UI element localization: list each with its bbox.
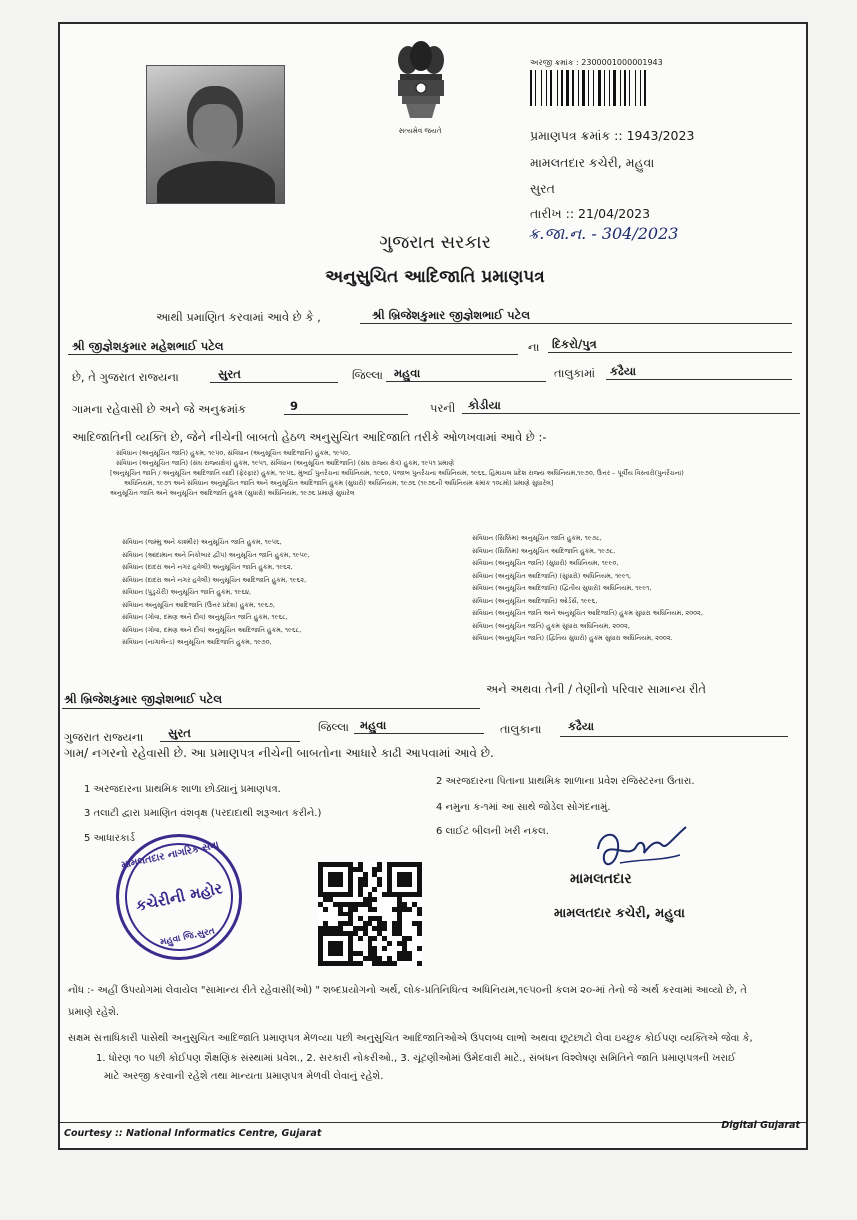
- signatory-office: મામલતદાર કચેરી, મહુવા: [554, 906, 685, 921]
- residency-district: સુરત: [168, 726, 191, 740]
- issue-date: તારીખ :: 21/04/2023: [530, 206, 651, 221]
- qr-code: [318, 862, 422, 966]
- signatory-title: મામલતદાર: [570, 871, 632, 887]
- application-number: અરજી ક્રમાંક : 2300001000001943: [530, 58, 663, 67]
- legal-orders: સંવિધાન (અનુસૂચિત જાતિ) હુકમ, ૧૯૫૦, સંવિધાન (અનુસૂચિત આદિજાતિ) હુકમ, ૧૯૫૦, સંવિધાન (અનુસૂચિત જાતિ) (સંઘ રાજ્યક્ષેત્ર) હુકમ, ૧૯૫૧, સંવિધાન (અનુસૂચિત આદિજાતિ) (સંઘ રાજ્ય ક્ષેત્ર) હુકમ, ૧૯૫૧ પ્રમાણે [અનુસૂચિત જાતિ / અનુસૂચિત આદિજાતિ યાદી (ફેરફાર) હુકમ, ૧૯૫૬, મુંબઈ પુનર્રચના અધિનિયમ, ૧૯૬૦, પંજાબ પુનર્રચના અધિનિયમ, ૧૯૬૬, હિમાચલ પ્રદેશ રાજ્ય અધિનિયમ,૧૯૭૦, ઉત્તર – પૂર્વીય વિસ્તારો(પુનર્રચના) અધિનિયમ, ૧૯૭૧ અને સંવિધાન અનુસૂચિત જાતિ અને અનુસૂચિત આદિજાતિ હુકમ (સુધારો) અધિનિયમ, ૧૯૭૬ (૧૯૭૬ની અધિનિયમ ક્રમાંક ૧૦૮મો) પ્રમાણે સુધારેલ] અનુસૂચિત જાતિ અને અનુસૂચિત આદિજાતિ હુકમ (સુધારો) અધિનિયમ, ૧૯૭૬ પ્રમાણે સુધારેલ: [110, 449, 684, 497]
- basis-text: ગામ/ નગરનો રહેવાસી છે. આ પ્રમાણપત્ર નીચેની બાબતોના આધારે કાઢી આપવામાં આવે છે.: [64, 746, 494, 760]
- document-item: 5 આધારકાર્ડ: [84, 833, 135, 844]
- government-title: ગુજરાત સરકાર: [379, 232, 491, 253]
- residency-taluka-value: કઢૈયા: [568, 719, 595, 733]
- applicant-name: શ્રી બ્રિજેશકુમાર જીજ્ઞેશભાઈ પટેલ: [372, 308, 531, 322]
- notes: નોંધ :- અહીં ઉપયોગમાં લેવાયેલ "સામાન્ય રીતે રહેવાસી(ઓ) " શબ્દપ્રયોગનો અર્થ, લોક-પ્રતિનિધિત્વ અધિનિયમ,૧૯૫૦ની કલમ ૨૦-માં તેનો જે અર્થ કરવામાં આવ્યો છે, તે પ્રમાણે રહેશે. સક્ષમ સત્તાધિકારી પાસેથી અનુસુચિત આદિજાતિ પ્રમાણપત્ર મેળવ્યા પછી અનુસુચિત આદિજાતિઓએ ઉપલબ્ધ લાભો અથવા છૂટછાટો લેવા ઇચ્છુક કોઈપણ વ્યક્તિએ જેવા કે, 1. ધોરણ ૧૦ પછી કોઈપણ શૈક્ષણિક સંસ્થામાં પ્રવેશ., 2. સરકારી નોકરીઓ., 3. ચૂંટણીઓમાં ઉમેદવારી માટે., સંબંધન વિશ્લેષણ સમિતિને જાતિ પ્રમાણપત્રની ખરાઈ માટે અરજી કરવાની રહેશે તથા માન્યતા પ્રમાણપત્ર મેળવી લેવાનું રહેશે.: [68, 985, 753, 1082]
- certify-text: આથી પ્રમાણિત કરવામાં આવે છે કે ,: [156, 310, 321, 324]
- applicant-photo: [146, 65, 285, 204]
- residency-district-value: મહુવા: [360, 718, 387, 732]
- document-item: 4 નમુના ક-૧માં આ સાથે જોડેલ સોગંદનામું.: [436, 802, 611, 813]
- footer-brand: Digital Gujarat: [721, 1120, 800, 1131]
- state-district: સુરત: [218, 367, 241, 381]
- residency-name: શ્રી બ્રિજેશકુમાર જીજ્ઞેશભાઈ પટેલ: [64, 692, 223, 706]
- document-item: 1 અરજદારના પ્રાથમિક શાળા છોડ્યાનું પ્રમાણપત્ર.: [84, 784, 281, 795]
- document-item: 2 અરજદારના પિતાના પ્રાથમિક શાળાના પ્રવેશ રજિસ્ટરના ઉતારા.: [436, 776, 695, 787]
- issuing-district: સુરત: [530, 181, 555, 196]
- tribe-name: કોડીયા: [468, 398, 501, 412]
- issuing-office: મામલતદાર કચેરી, મહુવા: [530, 155, 655, 170]
- certificate-page: સત્યમેવ જયતે અરજી ક્રમાંક : 2300001000001943 પ્રમાણપત્ર ક્રમાંક :: 1943/2023 મામલતદાર કચેરી, મહુવા સુરત તારીખ :: 21/04/2023 ક્ર.જા.ન. - 304/2023 ગુજરાત સરકાર અનુસુચિત આદિજાતિ પ્રમાણપત્ર આથી પ્રમાણિત કરવામાં આવે છે કે , શ્રી બ્રિજેશકુમાર જીજ્ઞેશભાઈ પટેલ શ્રી જીજ્ઞેશકુમાર મહેશભાઈ પટેલ ના દિકરો/પુત્ર છે, તે ગુજરાત રાજ્યના સુરત જિલ્લા મહુવા તાલુકામાં કઢૈયા ગામના રહેવાસી છે અને જે અનુક્રમાંક 9 પરની કોડીયા આદિજાતિની વ્યક્તિ છે, જેને નીચેની બાબતો હેઠળ અનુસુચિત આદિજાતિ તરીકે ઓળખવામાં આવે છે :- સંવિધાન (અનુસૂચિત જાતિ) હુકમ, ૧૯૫૦, સંવિધાન (અનુસૂચિત આદિજાતિ) હુકમ, ૧૯૫૦, સંવિધાન (અનુસૂચિત જાતિ) (સંઘ રાજ્યક્ષેત્ર) હુકમ, ૧૯૫૧, સંવિધાન (અનુસૂચિત આદિજાતિ) (સંઘ રાજ્ય ક્ષેત્ર) હુકમ, ૧૯૫૧ પ્રમાણે [અનુસૂચિત જાતિ / અનુસૂચિત આદિજાતિ યાદી (ફેરફાર) હુકમ, ૧૯૫૬, મુંબઈ પુનર્રચના અધિનિયમ, ૧૯૬૦, પંજાબ પુનર્રચના અધિનિયમ, ૧૯૬૬, હિમાચલ પ્રદેશ રાજ્ય અધિનિયમ,૧૯૭૦, ઉત્તર – પૂર્વીય વિસ્તારો(પુનર્રચના) અધિનિયમ, ૧૯૭૧ અને સંવિધાન અનુસૂચિત જાતિ અને અનુસૂચિત આદિજાતિ હુકમ (સુધારો) અધિનિયમ, ૧૯૭૬ (૧૯૭૬ની અધિનિયમ ક્રમાંક ૧૦૮મો) પ્રમાણે સુધારેલ] અનુસૂચિત જાતિ અને અનુસૂચિત આદિજાતિ હુકમ (સુધારો) અધિનિયમ, ૧૯૭૬ પ્રમાણે સુધારેલ સંવિધાન (જમ્મુ અને કાશ્મીર) અનુસૂચિત જાતિ હુકમ, ૧૯૫૬, સંવિધાન (આંદામાન અને નિકોબાર દ્વીપ) અનુસૂચિત જાતિ હુકમ, ૧૯૫૯, સંવિધાન (દાદરા અને નગર હવેલી) અનુસૂચિત જાતિ હુકમ, ૧૯૬૨, સંવિધાન (દાદરા અને નગર હવેલી) અનુસૂચિત આદિજાતિ હુકમ, ૧૯૬૨, સંવિધાન (પુડુચેરી) અનુસૂચિત જાતિ હુકમ, ૧૯૬૪, સંવિધાન અનુસૂચિત આદિજાતિ (ઉત્તર પ્રદેશ) હુકમ, ૧૯૬૭, સંવિધાન (ગોવા, દમણ અને દીવ) અનુસૂચિત જાતિ હુકમ, ૧૯૬૮, સંવિધાન (ગોવા, દમણ અને દીવ) અનુસૂચિત આદિજાતિ હુકમ, ૧૯૬૮, સંવિધાન (નાગાલેન્ડ) અનુસૂચિત આદિજાતિ હુકમ, ૧૯૭૦, સંવિધાન (સિક્કિમ) અનુસૂચિત જાતિ હુકમ, ૧૯૭૮, સંવિધાન (સિક્કિમ) અનુસૂચિત આદિજાતિ હુકમ, ૧૯૭૮, સંવિધાન (અનુસૂચિત જાતિ) (સુધારો) અધિનિયમ, ૧૯૯૦, સંવિધાન (અનુસૂચિત આદિજાતિ) (સુધારો) અધિનિયમ, ૧૯૯૧, સંવિધાન (અનુસૂચિત આદિજાતિ) (દ્વિતીય સુધારો) અધિનિયમ, ૧૯૯૧, સંવિધાન (અનુસૂચિત આદિજાતિ) ઓર્ડર્સ, ૧૯૯૬, સંવિધાન (અનુસૂચિત જાતિ અને અનુસૂચિત આદિજાતિ) હુકમ સુધારા અધિનિયમ, ૨૦૦૨, સંવિધાન (અનુસૂચિત જાતિ) હુકમ સુધારા અધિનિયમ, ૨૦૦૨, સંવિધાન (અનુસૂચિત જાતિ) (દ્વિતિય સુધારો) હુકમ સુધારા અધિનિયમ, ૨૦૦૨. શ્રી બ્રિજેશકુમાર જીજ્ઞેશભાઈ પટેલ અને અથવા તેની / તેણીનો પરિવાર સામાન્ય રીતે ગુજરાત રાજ્યના સુરત જિલ્લા મહુવા તાલુકાના કઢૈયા ગામ/ નગરનો રહેવાસી છે. આ પ્રમાણપત્ર નીચેની બાબતોના આધારે કાઢી આપવામાં આવે છે. 1 અરજદારના પ્રાથમિક શાળા છોડ્યાનું પ્રમાણપત્ર. 2 અરજદારના પિતાના પ્રાથમિક શાળાના પ્રવેશ રજિસ્ટરના ઉતારા. 3 તલાટી દ્વારા પ્રમાણિત વંશવૃક્ષ (પરદાદાથી શરૂઆત કરીને.) 4 નમુના ક-૧માં આ સાથે જોડેલ સોગંદનામું. 5 આધારકાર્ડ 6 લાઈટ બીલની ખરી નકલ. મામલતદાર નાગરિક સેવા કચેરીની મહોર મહુવા જિ.સુરત મામલતદાર મામલતદાર કચેરી, મહુવા નોંધ :- અહીં ઉપયોગમાં લેવાયેલ "સામાન્ય રીતે રહેવાસી(ઓ) " શબ્દપ્રયોગનો અર્થ, લોક-પ્રતિનિધિત્વ અધિનિયમ,૧૯૫૦ની કલમ ૨૦-માં તેનો જે અર્થ કરવામાં આવ્યો છે, તે પ્રમાણે રહેશે. સક્ષમ સત્તાધિકારી પાસેથી અનુસુચિત આદિજાતિ પ્રમાણપત્ર મેળવ્યા પછી અનુસુચિત આદિજાતિઓએ ઉપલબ્ધ લાભો અથવા છૂટછાટો લેવા ઇચ્છુક કોઈપણ વ્યક્તિએ જેવા કે, 1. ધોરણ ૧૦ પછી કોઈપણ શૈક્ષણિક સંસ્થામાં પ્રવેશ., 2. સરકારી નોકરીઓ., 3. ચૂંટણીઓમાં ઉમેદવારી માટે., સંબંધન વિશ્લેષણ સમિતિને જાતિ પ્રમાણપત્રની ખરાઈ માટે અરજી કરવાની રહેશે તથા માન્યતા પ્રમાણપત્ર મેળવી લેવાનું રહેશે. Courtesy :: National Informatics Centre, Gujarat Digital Gujarat: [58, 22, 808, 1150]
- handwritten-reference: ક્ર.જા.ન. - 304/2023: [528, 224, 679, 243]
- district-value: મહુવા: [394, 366, 421, 380]
- father-name: શ્રી જીજ્ઞેશકુમાર મહેશભાઈ પટેલ: [72, 339, 224, 353]
- barcode: [530, 70, 690, 106]
- signature-icon: [590, 819, 710, 879]
- certificate-number: પ્રમાણપત્ર ક્રમાંક :: 1943/2023: [530, 128, 695, 143]
- taluka-value: કઢૈયા: [610, 364, 637, 378]
- relation: દિકરો/પુત્ર: [552, 337, 597, 351]
- footer-courtesy: Courtesy :: National Informatics Centre, Gujarat: [64, 1128, 322, 1139]
- certificate-title: અનુસુચિત આદિજાતિ પ્રમાણપત્ર: [325, 267, 545, 287]
- office-seal: મામલતદાર નાગરિક સેવા કચેરીની મહોર મહુવા જિ.સુરત: [104, 822, 253, 971]
- tribe-description: આદિજાતિની વ્યક્તિ છે, જેને નીચેની બાબતો હેઠળ અનુસુચિત આદિજાતિ તરીકે ઓળખવામાં આવે છે :-: [72, 430, 547, 444]
- emblem-caption: સત્યમેવ જયતે: [398, 127, 442, 135]
- document-item: 3 તલાટી દ્વારા પ્રમાણિત વંશવૃક્ષ (પરદાદાથી શરૂઆત કરીને.): [84, 808, 322, 819]
- serial-number: 9: [290, 399, 299, 413]
- orders-list-right: સંવિધાન (સિક્કિમ) અનુસૂચિત જાતિ હુકમ, ૧૯૭૮, સંવિધાન (સિક્કિમ) અનુસૂચિત આદિજાતિ હુકમ, ૧૯૭૮, સંવિધાન (અનુસૂચિત જાતિ) (સુધારો) અધિનિયમ, ૧૯૯૦, સંવિધાન (અનુસૂચિત આદિજાતિ) (સુધારો) અધિનિયમ, ૧૯૯૧, સંવિધાન (અનુસૂચિત આદિજાતિ) (દ્વિતીય સુધારો) અધિનિયમ, ૧૯૯૧, સંવિધાન (અનુસૂચિત આદિજાતિ) ઓર્ડર્સ, ૧૯૯૬, સંવિધાન (અનુસૂચિત જાતિ અને અનુસૂચિત આદિજાતિ) હુકમ સુધારા અધિનિયમ, ૨૦૦૨, સંવિધાન (અનુસૂચિત જાતિ) હુકમ સુધારા અધિનિયમ, ૨૦૦૨, સંવિધાન (અનુસૂચિત જાતિ) (દ્વિતિય સુધારો) હુકમ સુધારા અધિનિયમ, ૨૦૦૨.: [472, 534, 703, 642]
- orders-list-left: સંવિધાન (જમ્મુ અને કાશ્મીર) અનુસૂચિત જાતિ હુકમ, ૧૯૫૬, સંવિધાન (આંદામાન અને નિકોબાર દ્વીપ) અનુસૂચિત જાતિ હુકમ, ૧૯૫૯, સંવિધાન (દાદરા અને નગર હવેલી) અનુસૂચિત જાતિ હુકમ, ૧૯૬૨, સંવિધાન (દાદરા અને નગર હવેલી) અનુસૂચિત આદિજાતિ હુકમ, ૧૯૬૨, સંવિધાન (પુડુચેરી) અનુસૂચિત જાતિ હુકમ, ૧૯૬૪, સંવિધાન અનુસૂચિત આદિજાતિ (ઉત્તર પ્રદેશ) હુકમ, ૧૯૬૭, સંવિધાન (ગોવા, દમણ અને દીવ) અનુસૂચિત જાતિ હુકમ, ૧૯૬૮, સંવિધાન (ગોવા, દમણ અને દીવ) અનુસૂચિત આદિજાતિ હુકમ, ૧૯૬૮, સંવિધાન (નાગાલેન્ડ) અનુસૂચિત આદિજાતિ હુકમ, ૧૯૭૦,: [122, 538, 310, 646]
- document-item: 6 લાઈટ બીલની ખરી નકલ.: [436, 826, 549, 837]
- national-emblem-icon: [386, 38, 456, 138]
